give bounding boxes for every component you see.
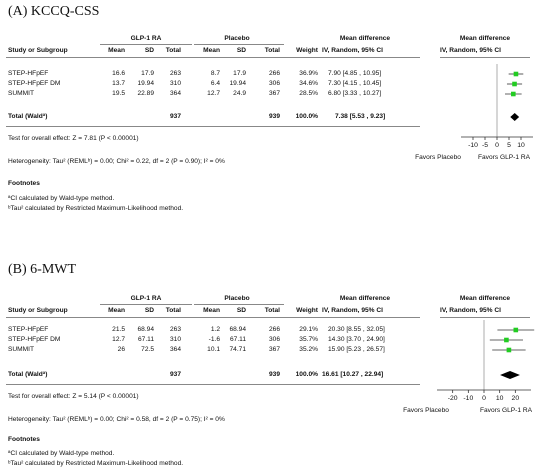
footnote: ᵇTau² calculated by Restricted Maximum-Likelihood method. <box>8 205 184 212</box>
md-ci: 7.30 [4.15 , 10.45] <box>328 80 382 87</box>
col-mean: Mean <box>108 307 125 314</box>
weight: 28.5% <box>299 90 318 97</box>
md-ci: 7.90 [4.85 , 10.95] <box>328 70 382 77</box>
total-c-total: 939 <box>268 371 280 378</box>
x-axis-tick-label: 0 <box>495 142 499 149</box>
col-study: Study or Subgroup <box>8 307 68 314</box>
total-md-ci: 16.61 [10.27 , 22.94] <box>322 371 384 378</box>
col-c-total: Total <box>264 307 280 314</box>
study-point-estimate <box>504 338 509 343</box>
c-sd: 17.9 <box>233 70 246 77</box>
x-axis-tick-label: 0 <box>482 395 486 402</box>
md-ci: 14.30 [3.70 , 24.90] <box>328 336 385 343</box>
col-md: IV, Random, 95% CI <box>322 47 383 54</box>
x-axis-tick-label: -20 <box>447 395 458 402</box>
pooled-effect-diamond <box>510 113 519 121</box>
x-axis-tick-label: 10 <box>517 142 525 149</box>
c-total: 306 <box>268 336 280 343</box>
panel-title: (B) 6-MWT <box>8 262 77 277</box>
control-group-header: Placebo <box>224 35 250 42</box>
plot-group-header: Mean difference <box>459 295 511 302</box>
c-sd: 24.9 <box>233 90 246 97</box>
t-mean: 21.5 <box>112 326 125 333</box>
c-total: 306 <box>268 80 280 87</box>
col-c-total: Total <box>264 47 280 54</box>
total-label: Total (Waldª) <box>8 371 48 378</box>
weight: 29.1% <box>299 326 318 333</box>
favors-treatment-label: Favors GLP-1 RA <box>477 154 531 161</box>
panel-title: (A) KCCQ-CSS <box>8 4 100 19</box>
c-sd: 68.94 <box>229 326 246 333</box>
c-total: 266 <box>268 326 280 333</box>
weight: 36.9% <box>299 70 318 77</box>
col-c-mean: Mean <box>203 47 220 54</box>
footnote: ªCI calculated by Wald-type method. <box>8 450 115 457</box>
favors-control-label: Favors Placebo <box>415 154 461 161</box>
forest-plot-kcccq <box>0 0 550 225</box>
study-name: SUMMIT <box>8 346 35 353</box>
col-weight: Weight <box>296 47 318 54</box>
pooled-effect-diamond <box>500 371 520 379</box>
weight: 35.7% <box>299 336 318 343</box>
md-ci: 20.30 [8.55 , 32.05] <box>328 326 385 333</box>
col-sd: SD <box>144 47 154 54</box>
t-total: 263 <box>169 70 181 77</box>
t-sd: 72.5 <box>141 346 154 353</box>
overall-effect-test: Test for overall effect: Z = 7.81 (P < 0.00001) <box>8 135 139 142</box>
overall-effect-test: Test for overall effect: Z = 5.14 (P < 0.00001) <box>8 393 139 400</box>
forest-plot-area <box>0 0 550 225</box>
c-sd: 74.71 <box>229 346 246 353</box>
c-mean: 8.7 <box>210 70 220 77</box>
total-c-total: 939 <box>268 113 280 120</box>
col-sd: SD <box>144 307 154 314</box>
treatment-group-header: GLP-1 RA <box>130 295 162 302</box>
heterogeneity-stats: Heterogeneity: Tau² (REMLᵇ) = 0.00; Chi² = 0.22, df = 2 (P = 0.90); I² = 0% <box>8 158 225 165</box>
c-mean: 1.2 <box>210 326 220 333</box>
md-group-header: Mean difference <box>339 35 391 42</box>
t-total: 310 <box>169 336 181 343</box>
c-total: 367 <box>268 346 280 353</box>
footnote: ªCI calculated by Wald-type method. <box>8 195 115 202</box>
c-mean: -1.6 <box>208 336 220 343</box>
t-sd: 19.94 <box>137 80 154 87</box>
study-point-estimate <box>514 328 519 333</box>
x-axis-tick-label: 5 <box>507 142 511 149</box>
footnotes-title: Footnotes <box>8 436 40 443</box>
t-mean: 16.6 <box>112 70 125 77</box>
total-label: Total (Waldª) <box>8 113 48 120</box>
weight: 34.6% <box>299 80 318 87</box>
col-plot: IV, Random, 95% CI <box>440 307 501 314</box>
col-weight: Weight <box>296 307 318 314</box>
treatment-group-header: GLP-1 RA <box>130 35 162 42</box>
col-total: Total <box>165 307 181 314</box>
footnotes-title: Footnotes <box>8 180 40 187</box>
t-total: 364 <box>169 346 181 353</box>
c-sd: 67.11 <box>229 336 246 343</box>
c-mean: 6.4 <box>210 80 220 87</box>
t-sd: 22.89 <box>137 90 154 97</box>
col-study: Study or Subgroup <box>8 47 68 54</box>
md-group-header: Mean difference <box>339 295 391 302</box>
x-axis-tick-label: 20 <box>511 395 520 402</box>
col-c-sd: SD <box>236 307 246 314</box>
md-ci: 15.90 [5.23 , 26.57] <box>328 346 385 353</box>
study-name: STEP-HFpEF <box>8 70 49 77</box>
t-sd: 67.11 <box>137 336 154 343</box>
t-total: 310 <box>169 80 181 87</box>
x-axis-tick-label: -5 <box>481 142 489 149</box>
md-ci: 6.80 [3.33 , 10.27] <box>328 90 382 97</box>
t-mean: 12.7 <box>112 336 125 343</box>
favors-treatment-label: Favors GLP-1 RA <box>479 407 533 414</box>
study-name: STEP-HFpEF <box>8 326 49 333</box>
t-mean: 19.5 <box>112 90 125 97</box>
t-sd: 17.9 <box>141 70 154 77</box>
c-sd: 19.94 <box>229 80 246 87</box>
forest-plot-area <box>0 258 550 473</box>
col-mean: Mean <box>108 47 125 54</box>
study-point-estimate <box>514 72 519 77</box>
favors-control-label: Favors Placebo <box>403 407 449 414</box>
footnote: ᵇTau² calculated by Restricted Maximum-Likelihood method. <box>8 460 184 467</box>
heterogeneity-stats: Heterogeneity: Tau² (REMLᵇ) = 0.00; Chi² = 0.58, df = 2 (P = 0.75); I² = 0% <box>8 416 225 423</box>
c-total: 266 <box>268 70 280 77</box>
col-total: Total <box>165 47 181 54</box>
total-weight: 100.0% <box>295 371 318 378</box>
control-group-header: Placebo <box>224 295 250 302</box>
col-c-mean: Mean <box>203 307 220 314</box>
total-t-total: 937 <box>169 113 181 120</box>
t-total: 364 <box>169 90 181 97</box>
study-name: STEP-HFpEF DM <box>8 336 61 343</box>
study-point-estimate <box>511 92 516 97</box>
x-axis-tick-label: 10 <box>495 395 504 402</box>
total-md-ci: 7.38 [5.53 , 9.23] <box>335 113 386 120</box>
col-c-sd: SD <box>236 47 246 54</box>
t-total: 263 <box>169 326 181 333</box>
t-mean: 26 <box>117 346 125 353</box>
plot-group-header: Mean difference <box>459 35 511 42</box>
study-point-estimate <box>507 348 512 353</box>
c-total: 367 <box>268 90 280 97</box>
t-sd: 68.94 <box>137 326 154 333</box>
x-axis-tick-label: -10 <box>463 395 474 402</box>
study-point-estimate <box>512 82 517 87</box>
total-weight: 100.0% <box>295 113 318 120</box>
study-name: STEP-HFpEF DM <box>8 80 61 87</box>
c-mean: 10.1 <box>207 346 220 353</box>
total-t-total: 937 <box>169 371 181 378</box>
col-md: IV, Random, 95% CI <box>322 307 383 314</box>
weight: 35.2% <box>299 346 318 353</box>
forest-plot-6mwt <box>0 258 550 473</box>
study-name: SUMMIT <box>8 90 35 97</box>
t-mean: 13.7 <box>112 80 125 87</box>
x-axis-tick-label: -10 <box>468 142 478 149</box>
c-mean: 12.7 <box>207 90 220 97</box>
col-plot: IV, Random, 95% CI <box>440 47 501 54</box>
